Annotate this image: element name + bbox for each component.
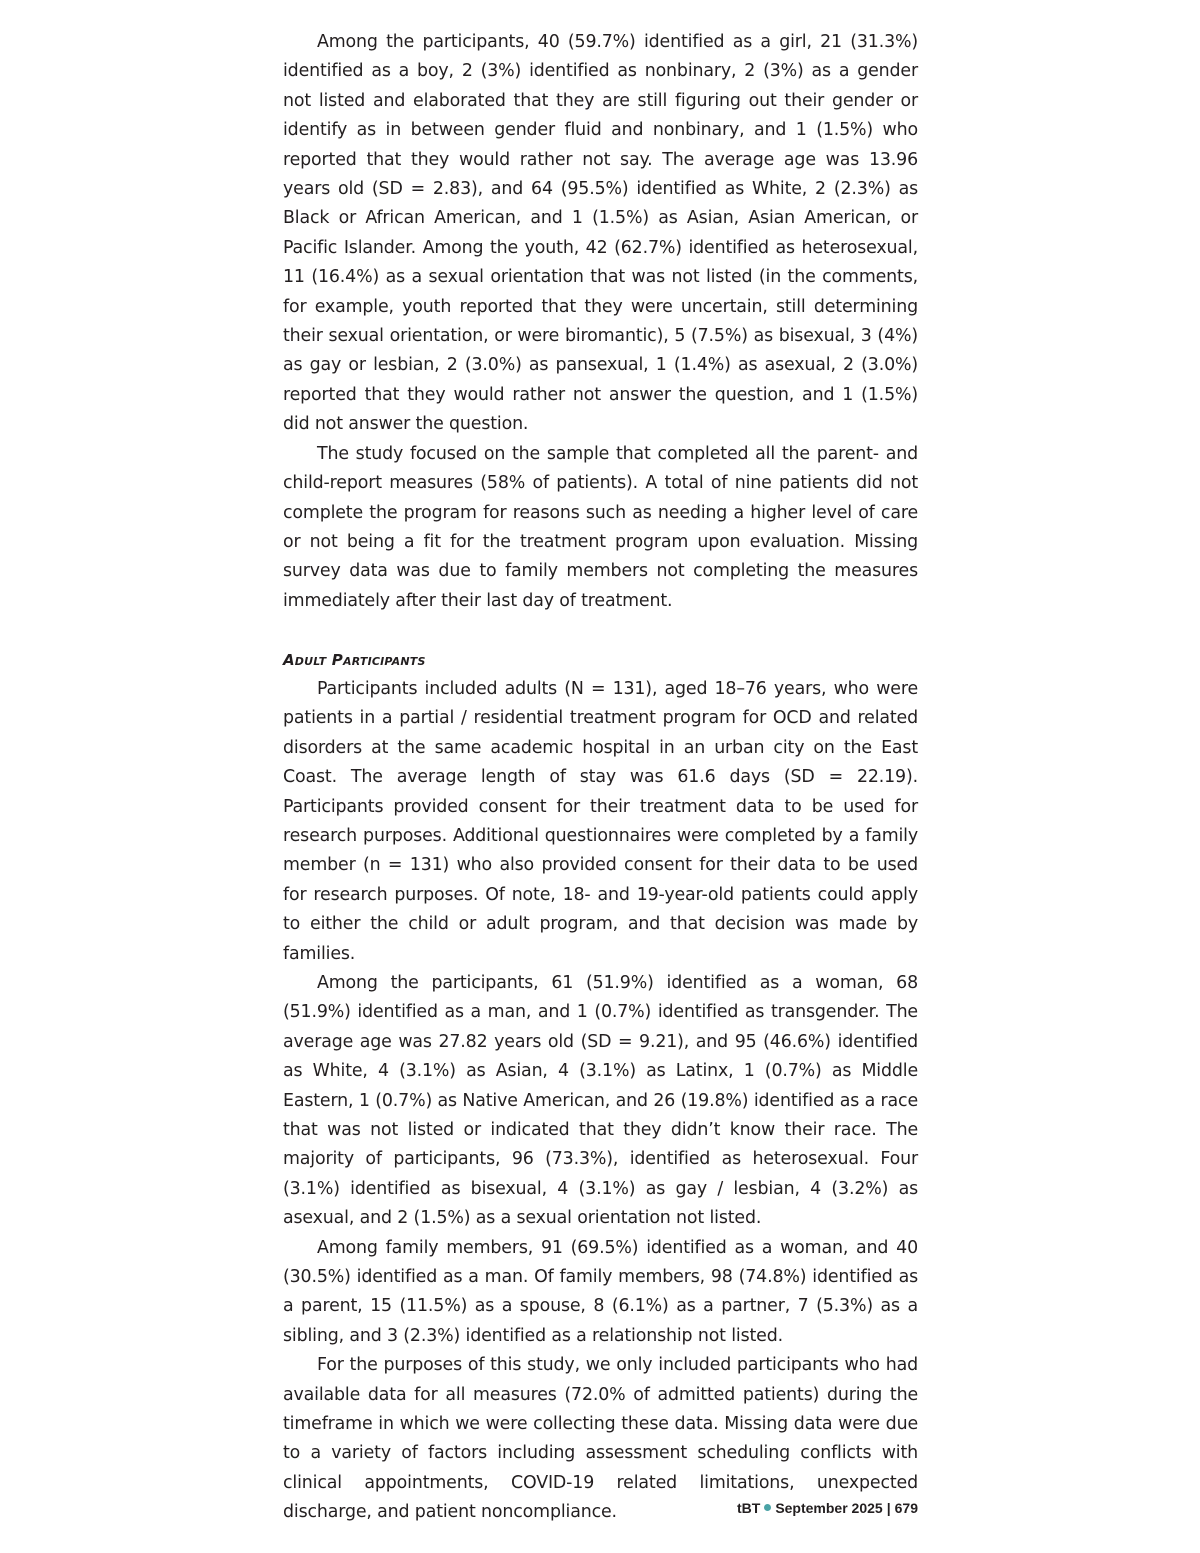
article-body <box>283 28 918 1528</box>
issue-date: September 2025 <box>775 1500 883 1516</box>
page-footer <box>737 1500 918 1516</box>
paragraph-adult-demographics: Among the participants, 61 (51.9%) identified as a woman, 68 (51.9%) identified as a man, and 1 (0.7%) identified as transgender. The average age was 27.82 years old (SD = 9.21), and 95 (46.6%) identified as White, 4 (3.1%) as Asian, 4 (3.1%) as Latinx, 1 (0.7%) as Middle Eastern, 1 (0.7%) as Native American, and 26 (19.8%) identified as a race that was not listed or indicated that they didn’t know their race. The majority of participants, 96 (73.3%), identified as heterosexual. Four (3.1%) identified as bisexual, 4 (3.1%) as gay / lesbian, 4 (3.2%) as asexual, and 2 (1.5%) as a sexual orientation not listed. <box>283 972 918 1229</box>
footer-separator: | <box>886 1500 891 1516</box>
paragraph-adult-participants: Participants included adults (N = 131), aged 18–76 years, who were patients in a partial / residential treatment program for OCD and related disorders at the same academic hospital in an urban city on the East Coast. The average length of stay was 61.6 days (SD = 22.19). Participants provided consent for their treatment data to be used for research purposes. Additional questionnaires were completed by a family member (n = 131) who also provided consent for their data to be used for research purposes. Of note, 18- and 19-year-old patients could apply to either the child or adult program, and that decision was made by families. <box>283 678 918 964</box>
paragraph-adult-sample: For the purposes of this study, we only included participants who had available data for all measures (72.0% of admitted patients) during the timeframe in which we were collecting these data. Missing data were due to a variety of factors including assessment scheduling conflicts with clinical appointments, COVID-19 related limitations, unexpected discharge, and patient noncompliance. <box>283 1355 918 1523</box>
paragraph-family-members: Among family members, 91 (69.5%) identified as a woman, and 40 (30.5%) identified as a man. Of family members, 98 (74.8%) identified as a parent, 15 (11.5%) as a spouse, 8 (6.1%) as a partner, 7 (5.3%) as a sibling, and 3 (2.3%) identified as a relationship not listed. <box>283 1237 918 1346</box>
section-heading-adult-participants: Adult Participants <box>283 650 426 669</box>
journal-name: tBT <box>736 1500 761 1516</box>
bullet-dot-icon <box>764 1504 771 1511</box>
paragraph-youth-demographics: Among the participants, 40 (59.7%) identified as a girl, 21 (31.3%) identified as a boy, 2 (3%) identified as nonbinary, 2 (3%) as a gender not listed and elaborated that they are still figuring out their gender or identify as in between gender fluid and nonbinary, and 1 (1.5%) who reported that they would rather not say. The average age was 13.96 years old (SD = 2.83), and 64 (95.5%) identified as White, 2 (2.3%) as Black or African American, and 1 (1.5%) as Asian, Asian American, or Pacific Islander. Among the youth, 42 (62.7%) identified as heterosexual, 11 (16.4%) as a sexual orientation that was not listed (in the comments, for example, youth reported that they were uncertain, still determining their sexual orientation, or were biromantic), 5 (7.5%) as bisexual, 3 (4%) as gay or lesbian, 2 (3.0%) as pansexual, 1 (1.4%) as asexual, 2 (3.0%) reported that they would rather not answer the question, and 1 (1.5%) did not answer the question. <box>283 32 918 435</box>
paragraph-youth-sample: The study focused on the sample that completed all the parent- and child-report measures (58% of patients). A total of nine patients did not complete the program for reasons such as needing a higher level of care or not being a fit for the treatment program upon evaluation. Missing survey data was due to family members not completing the measures immediately after their last day of treatment. <box>283 443 918 611</box>
page-number: 679 <box>894 1500 918 1516</box>
